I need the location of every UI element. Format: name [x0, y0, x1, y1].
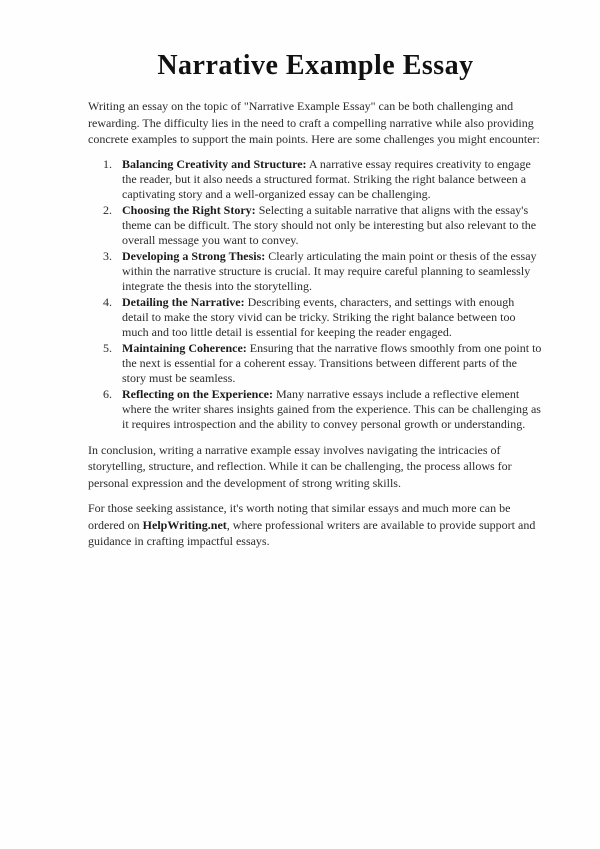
- footer-text-before: For those seeking assistance, it's worth noting that similar essays and much more can be ordered on: [88, 501, 511, 532]
- list-item-number: 6.: [103, 386, 112, 401]
- list-item-body: Ensuring that the narrative flows smoothly from one point to the next is essential for a coherent essay. Transitions between different parts of the story must be seamless.: [122, 340, 542, 385]
- list-item: [88, 387, 543, 432]
- list-item-body: Clearly articulating the main point or thesis of the essay within the narrative structure is crucial. It may require careful planning to seamlessly integrate the thesis into the storytelling.: [122, 248, 537, 293]
- list-item-body: Describing events, characters, and settings with enough detail to make the story vivid can be tricky. Striking the right balance between too much and too little detail is essential for keeping the reader engaged.: [122, 294, 516, 339]
- challenges-list: [88, 157, 543, 432]
- page-title: Narrative Example Essay: [157, 50, 474, 81]
- list-item: [88, 157, 543, 202]
- list-item-lead: Maintaining Coherence:: [122, 340, 247, 355]
- list-item-number: 2.: [103, 202, 112, 217]
- list-item-body: Many narrative essays include a reflective element where the writer shares insights gained from the experience. This can be challenging as it requires introspection and the ability to convey personal growth or understanding.: [122, 386, 541, 431]
- intro-paragraph: Writing an essay on the topic of "Narrative Example Essay" can be both challenging and rewarding. The difficulty lies in the need to craft a compelling narrative while also providing concrete examples to support the main points. Here are some challenges you might encounter:: [88, 99, 540, 147]
- list-item-number: 5.: [103, 340, 112, 355]
- list-item-lead: Developing a Strong Thesis:: [122, 248, 266, 263]
- helpwriting-link[interactable]: HelpWriting.net: [142, 517, 227, 532]
- list-item-body: Selecting a suitable narrative that aligns with the essay's theme can be difficult. The story should not only be interesting but also relevant to the overall message you want to convey.: [122, 202, 537, 247]
- list-item-lead: Choosing the Right Story:: [122, 202, 256, 217]
- list-item-lead: Balancing Creativity and Structure:: [122, 156, 307, 171]
- list-item-number: 4.: [103, 294, 112, 309]
- footer-text-after: , where professional writers are available to provide support and guidance in crafting impactful essays.: [88, 517, 536, 549]
- list-item-number: 3.: [103, 248, 112, 263]
- list-item: [88, 295, 543, 340]
- list-item-lead: Detailing the Narrative:: [122, 294, 245, 309]
- list-item-body: A narrative essay requires creativity to engage the reader, but it also needs a structured format. Striking the right balance between a captivating story and a well-organized essay can be challenging.: [122, 156, 531, 201]
- list-item-lead: Reflecting on the Experience:: [122, 386, 273, 401]
- list-item: [88, 249, 543, 294]
- list-item: [88, 341, 543, 386]
- conclusion-paragraph: In conclusion, writing a narrative example essay involves navigating the intricacies of storytelling, structure, and reflection. While it can be challenging, the process allows for personal expression and the development of strong writing skills.: [88, 442, 512, 490]
- list-item-number: 1.: [103, 156, 112, 171]
- list-item: [88, 203, 543, 248]
- footer-paragraph: [88, 500, 543, 550]
